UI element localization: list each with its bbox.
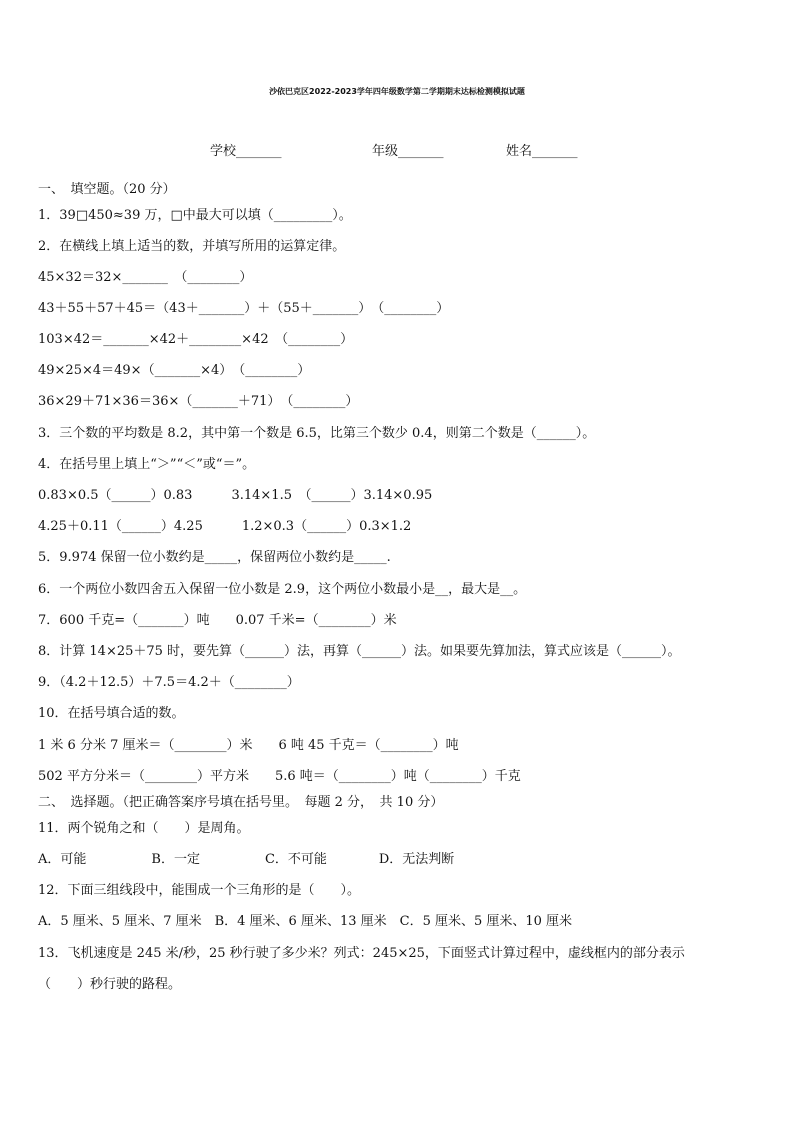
question-11: 11．两个锐角之和（ ）是周角。 (38, 821, 250, 836)
section-1-heading: 一、 填空题。（20 分） (38, 182, 176, 197)
name-field: 姓名_______ (506, 144, 578, 159)
question-2-item-3: 103×42＝_______×42＋________×42 （________） (38, 332, 354, 347)
question-12-options: A．5 厘米、5 厘米、7 厘米 B．4 厘米、6 厘米、13 厘米 C．5 厘米、5 厘米、10 厘米 (38, 914, 573, 929)
question-6: 6．一个两位小数四舍五入保留一位小数是 2.9，这个两位小数最小是__，最大是__。 (38, 582, 527, 597)
question-8: 8．计算 14×25＋75 时，要先算（______）法，再算（______）法。如果要先算加法，算式应该是（______）。 (38, 644, 681, 659)
question-4-row-1: 0.83×0.5（______）0.83 3.14×1.5 （______）3.14×0.95 (38, 488, 433, 503)
question-3: 3．三个数的平均数是 8.2，其中第一个数是 6.5，比第三个数少 0.4，则第二个数是（______）。 (38, 426, 596, 441)
question-12: 12．下面三组线段中，能围成一个三角形的是（ ）。 (38, 883, 361, 898)
question-4-row-2: 4.25＋0.11（______）4.25 1.2×0.3（______）0.3×1.2 (38, 519, 412, 534)
question-2-item-5: 36×29＋71×36＝36×（_______＋71） （________） (38, 394, 359, 409)
page-title: 沙依巴克区2022-2023学年四年级数学第二学期期末达标检测模拟试题 (269, 87, 525, 96)
question-5: 5．9.974 保留一位小数约是_____，保留两位小数约是_____. (38, 550, 391, 565)
question-2-item-2: 43＋55＋57＋45＝（43＋_______）＋（55＋_______） （________） (38, 301, 450, 316)
question-10-row-2: 502 平方分米＝（________）平方米 5.6 吨＝（________）吨（________）千克 (38, 769, 521, 784)
question-10: 10．在括号填合适的数。 (38, 706, 185, 721)
question-7: 7．600 千克=（_______）吨 0.07 千米=（________）米 (38, 613, 397, 628)
grade-field: 年级_______ (372, 144, 444, 159)
question-2: 2．在横线上填上适当的数，并填写所用的运算定律。 (38, 239, 346, 254)
question-13: 13．飞机速度是 245 米/秒，25 秒行驶了多少米？列式：245×25，下面竖式计算过程中，虚线框内的部分表示 (38, 946, 685, 961)
question-13-continued: （ ）秒行驶的路程。 (38, 977, 182, 992)
school-field: 学校_______ (210, 144, 282, 159)
question-2-item-1: 45×32＝32×_______ （________） (38, 270, 253, 285)
question-10-row-1: 1 米 6 分米 7 厘米＝（________）米 6 吨 45 千克＝（________）吨 (38, 738, 459, 753)
question-4: 4．在括号里上填上“＞”“＜”或“＝”。 (38, 457, 256, 472)
section-2-heading: 二、 选择题。（把正确答案序号填在括号里。 每题 2 分， 共 10 分） (38, 795, 444, 810)
question-9: 9．（4.2＋12.5）＋7.5＝4.2＋（________） (38, 675, 300, 690)
question-1: 1．39□450≈39 万，□中最大可以填（_________）。 (38, 208, 352, 223)
student-info-row (0, 140, 794, 160)
question-2-item-4: 49×25×4＝49×（_______×4） （________） (38, 363, 311, 378)
question-11-options: A．可能 B．一定 C．不可能 D．无法判断 (38, 852, 455, 867)
